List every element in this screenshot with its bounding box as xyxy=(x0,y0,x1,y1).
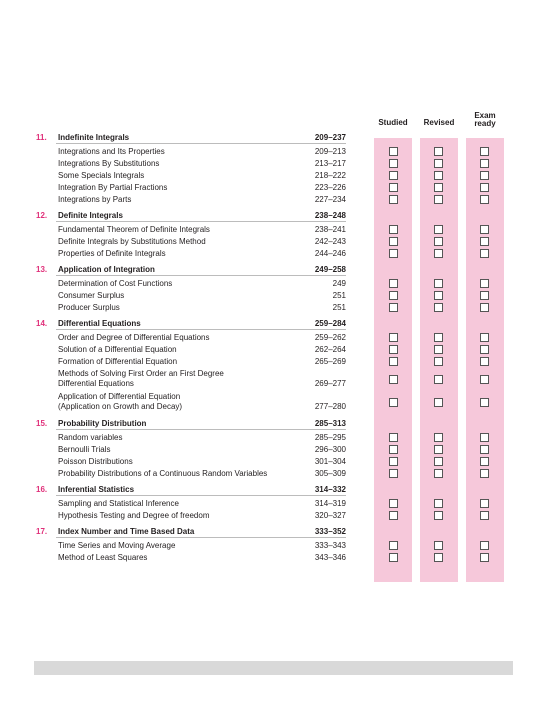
revised-checkbox[interactable] xyxy=(434,398,443,407)
chapter-title: Differential Equations xyxy=(58,319,141,328)
chapter-number: 17. xyxy=(36,527,48,536)
topic-title-line2: (Application on Growth and Decay) xyxy=(58,402,183,411)
studied-checkbox[interactable] xyxy=(389,457,398,466)
footer-bar xyxy=(34,661,513,675)
revised-checkbox[interactable] xyxy=(434,291,443,300)
revised-checkbox[interactable] xyxy=(434,445,443,454)
revised-header: Revised xyxy=(423,118,455,127)
chapter-divider xyxy=(56,143,346,144)
chapter-number: 13. xyxy=(36,265,48,274)
studied-checkbox[interactable] xyxy=(389,469,398,478)
topic-title: Some Specials Integrals xyxy=(58,171,145,180)
chapter-title: Inferential Statistics xyxy=(58,485,135,494)
exam-ready-checkbox[interactable] xyxy=(480,511,489,520)
exam-ready-checkbox[interactable] xyxy=(480,195,489,204)
exam-header-line1: Exam xyxy=(474,111,496,120)
exam-ready-checkbox[interactable] xyxy=(480,303,489,312)
studied-checkbox[interactable] xyxy=(389,303,398,312)
studied-header: Studied xyxy=(378,118,408,127)
topic-title: Integrations by Parts xyxy=(58,195,132,204)
topic-title: Determination of Cost Functions xyxy=(58,279,173,288)
exam-ready-checkbox[interactable] xyxy=(480,291,489,300)
revised-checkbox[interactable] xyxy=(434,225,443,234)
exam-ready-checkbox[interactable] xyxy=(480,375,489,384)
exam-ready-checkbox[interactable] xyxy=(480,345,489,354)
exam-ready-checkbox[interactable] xyxy=(480,225,489,234)
studied-checkbox[interactable] xyxy=(389,541,398,550)
exam-ready-checkbox[interactable] xyxy=(480,499,489,508)
topic-pages: 218–222 xyxy=(314,171,346,180)
revised-checkbox[interactable] xyxy=(434,433,443,442)
studied-checkbox[interactable] xyxy=(389,183,398,192)
revised-checkbox[interactable] xyxy=(434,333,443,342)
studied-checkbox[interactable] xyxy=(389,237,398,246)
topic-pages: 305–309 xyxy=(314,469,346,478)
chapter-pages: 333–352 xyxy=(314,527,346,536)
exam-ready-checkbox[interactable] xyxy=(480,237,489,246)
studied-checkbox[interactable] xyxy=(389,147,398,156)
studied-checkbox[interactable] xyxy=(389,225,398,234)
topic-title: Fundamental Theorem of Definite Integrals xyxy=(58,225,210,234)
revised-checkbox[interactable] xyxy=(434,357,443,366)
topic-title: Bernoulli Trials xyxy=(58,445,111,454)
exam-ready-checkbox[interactable] xyxy=(480,541,489,550)
exam-ready-checkbox[interactable] xyxy=(480,333,489,342)
topic-pages: 277–280 xyxy=(314,402,346,411)
topic-title: Consumer Surplus xyxy=(58,291,125,300)
studied-checkbox[interactable] xyxy=(389,345,398,354)
topic-title: Integration By Partial Fractions xyxy=(58,183,168,192)
exam-ready-checkbox[interactable] xyxy=(480,457,489,466)
topic-title: Method of Least Squares xyxy=(58,553,148,562)
revised-checkbox[interactable] xyxy=(434,237,443,246)
topic-pages: 265–269 xyxy=(314,357,346,366)
topic-pages: 244–246 xyxy=(314,249,346,258)
studied-checkbox[interactable] xyxy=(389,511,398,520)
chapter-pages: 285–313 xyxy=(314,419,346,428)
chapter-title: Application of Integration xyxy=(58,265,155,274)
topic-pages: 213–217 xyxy=(314,159,346,168)
chapter-number: 16. xyxy=(36,485,48,494)
exam-ready-checkbox[interactable] xyxy=(480,445,489,454)
topic-pages: 238–241 xyxy=(314,225,346,234)
studied-checkbox[interactable] xyxy=(389,375,398,384)
revised-checkbox[interactable] xyxy=(434,195,443,204)
exam-ready-checkbox[interactable] xyxy=(480,249,489,258)
topic-pages: 262–264 xyxy=(314,345,346,354)
revised-checkbox[interactable] xyxy=(434,469,443,478)
topic-pages: 296–300 xyxy=(314,445,346,454)
chapter-divider xyxy=(56,495,346,496)
studied-checkbox[interactable] xyxy=(389,291,398,300)
chapter-title: Index Number and Time Based Data xyxy=(58,527,195,536)
revised-checkbox[interactable] xyxy=(434,511,443,520)
topic-title: Definite Integrals by Substitutions Method xyxy=(58,237,206,246)
topic-title: Sampling and Statistical Inference xyxy=(58,499,179,508)
revised-checkbox[interactable] xyxy=(434,499,443,508)
chapter-title: Indefinite Integrals xyxy=(58,133,130,142)
topic-title-line2: Differential Equations xyxy=(58,379,134,388)
studied-checkbox[interactable] xyxy=(389,433,398,442)
chapter-pages: 314–332 xyxy=(314,485,346,494)
topic-pages: 301–304 xyxy=(314,457,346,466)
revised-checkbox[interactable] xyxy=(434,541,443,550)
revised-checkbox[interactable] xyxy=(434,249,443,258)
studied-checkbox[interactable] xyxy=(389,553,398,562)
topic-title: Methods of Solving First Order an First Degree xyxy=(58,369,224,378)
studied-checkbox[interactable] xyxy=(389,357,398,366)
revised-checkbox[interactable] xyxy=(434,147,443,156)
studied-checkbox[interactable] xyxy=(389,171,398,180)
topic-pages: 242–243 xyxy=(314,237,346,246)
studied-checkbox[interactable] xyxy=(389,333,398,342)
topic-title: Probability Distributions of a Continuous Random Variables xyxy=(58,469,268,478)
topic-title: Properties of Definite Integrals xyxy=(58,249,166,258)
revised-checkbox[interactable] xyxy=(434,171,443,180)
chapter-pages: 238–248 xyxy=(314,211,346,220)
topic-pages: 209–213 xyxy=(314,147,346,156)
exam-ready-checkbox[interactable] xyxy=(480,469,489,478)
topic-pages: 259–262 xyxy=(314,333,346,342)
exam-ready-checkbox[interactable] xyxy=(480,279,489,288)
revised-checkbox[interactable] xyxy=(434,159,443,168)
topic-title: Order and Degree of Differential Equations xyxy=(58,333,210,342)
exam-ready-checkbox[interactable] xyxy=(480,147,489,156)
chapter-divider xyxy=(56,537,346,538)
topic-title: Hypothesis Testing and Degree of freedom xyxy=(58,511,210,520)
topic-pages: 269–277 xyxy=(314,379,346,388)
exam-ready-checkbox[interactable] xyxy=(480,171,489,180)
chapter-number: 12. xyxy=(36,211,48,220)
topic-title: Producer Surplus xyxy=(58,303,120,312)
exam-ready-header xyxy=(460,112,510,128)
exam-ready-checkbox[interactable] xyxy=(480,183,489,192)
chapter-divider xyxy=(56,275,346,276)
revised-checkbox[interactable] xyxy=(434,279,443,288)
exam-ready-checkbox[interactable] xyxy=(480,553,489,562)
topic-pages: 227–234 xyxy=(314,195,346,204)
studied-checkbox[interactable] xyxy=(389,499,398,508)
topic-pages: 251 xyxy=(332,291,346,300)
revised-checkbox[interactable] xyxy=(434,183,443,192)
topic-pages: 285–295 xyxy=(314,433,346,442)
topic-pages: 333–343 xyxy=(314,541,346,550)
exam-ready-checkbox[interactable] xyxy=(480,357,489,366)
chapter-pages: 249–258 xyxy=(314,265,346,274)
chapter-number: 14. xyxy=(36,319,48,328)
topic-pages: 314–319 xyxy=(314,499,346,508)
topic-title: Integrations and Its Properties xyxy=(58,147,165,156)
topic-title: Formation of Differential Equation xyxy=(58,357,178,366)
revised-checkbox[interactable] xyxy=(434,375,443,384)
topic-title: Solution of a Differential Equation xyxy=(58,345,177,354)
revised-checkbox[interactable] xyxy=(434,553,443,562)
chapter-title: Definite Integrals xyxy=(58,211,123,220)
revised-checkbox[interactable] xyxy=(434,303,443,312)
topic-title: Time Series and Moving Average xyxy=(58,541,176,550)
chapter-pages: 259–284 xyxy=(314,319,346,328)
topic-pages: 251 xyxy=(332,303,346,312)
studied-checkbox[interactable] xyxy=(389,445,398,454)
chapter-divider xyxy=(56,221,346,222)
exam-ready-checkbox[interactable] xyxy=(480,159,489,168)
revised-checkbox[interactable] xyxy=(434,457,443,466)
revised-checkbox[interactable] xyxy=(434,345,443,354)
chapter-pages: 209–237 xyxy=(314,133,346,142)
topic-pages: 249 xyxy=(332,279,346,288)
chapter-number: 15. xyxy=(36,419,48,428)
chapter-number: 11. xyxy=(36,133,47,142)
exam-ready-checkbox[interactable] xyxy=(480,433,489,442)
topic-pages: 343–346 xyxy=(314,553,346,562)
studied-checkbox[interactable] xyxy=(389,195,398,204)
chapter-divider xyxy=(56,329,346,330)
topic-title: Integrations By Substitutions xyxy=(58,159,160,168)
topic-pages: 223–226 xyxy=(314,183,346,192)
topic-title: Random variables xyxy=(58,433,123,442)
studied-checkbox[interactable] xyxy=(389,249,398,258)
studied-checkbox[interactable] xyxy=(389,398,398,407)
topic-pages: 320–327 xyxy=(314,511,346,520)
topic-title: Poisson Distributions xyxy=(58,457,133,466)
topic-title: Application of Differential Equation xyxy=(58,392,181,401)
studied-checkbox[interactable] xyxy=(389,159,398,168)
exam-ready-checkbox[interactable] xyxy=(480,398,489,407)
chapter-divider xyxy=(56,429,346,430)
chapter-title: Probability Distribution xyxy=(58,419,147,428)
exam-header-line2: ready xyxy=(474,119,496,128)
studied-checkbox[interactable] xyxy=(389,279,398,288)
